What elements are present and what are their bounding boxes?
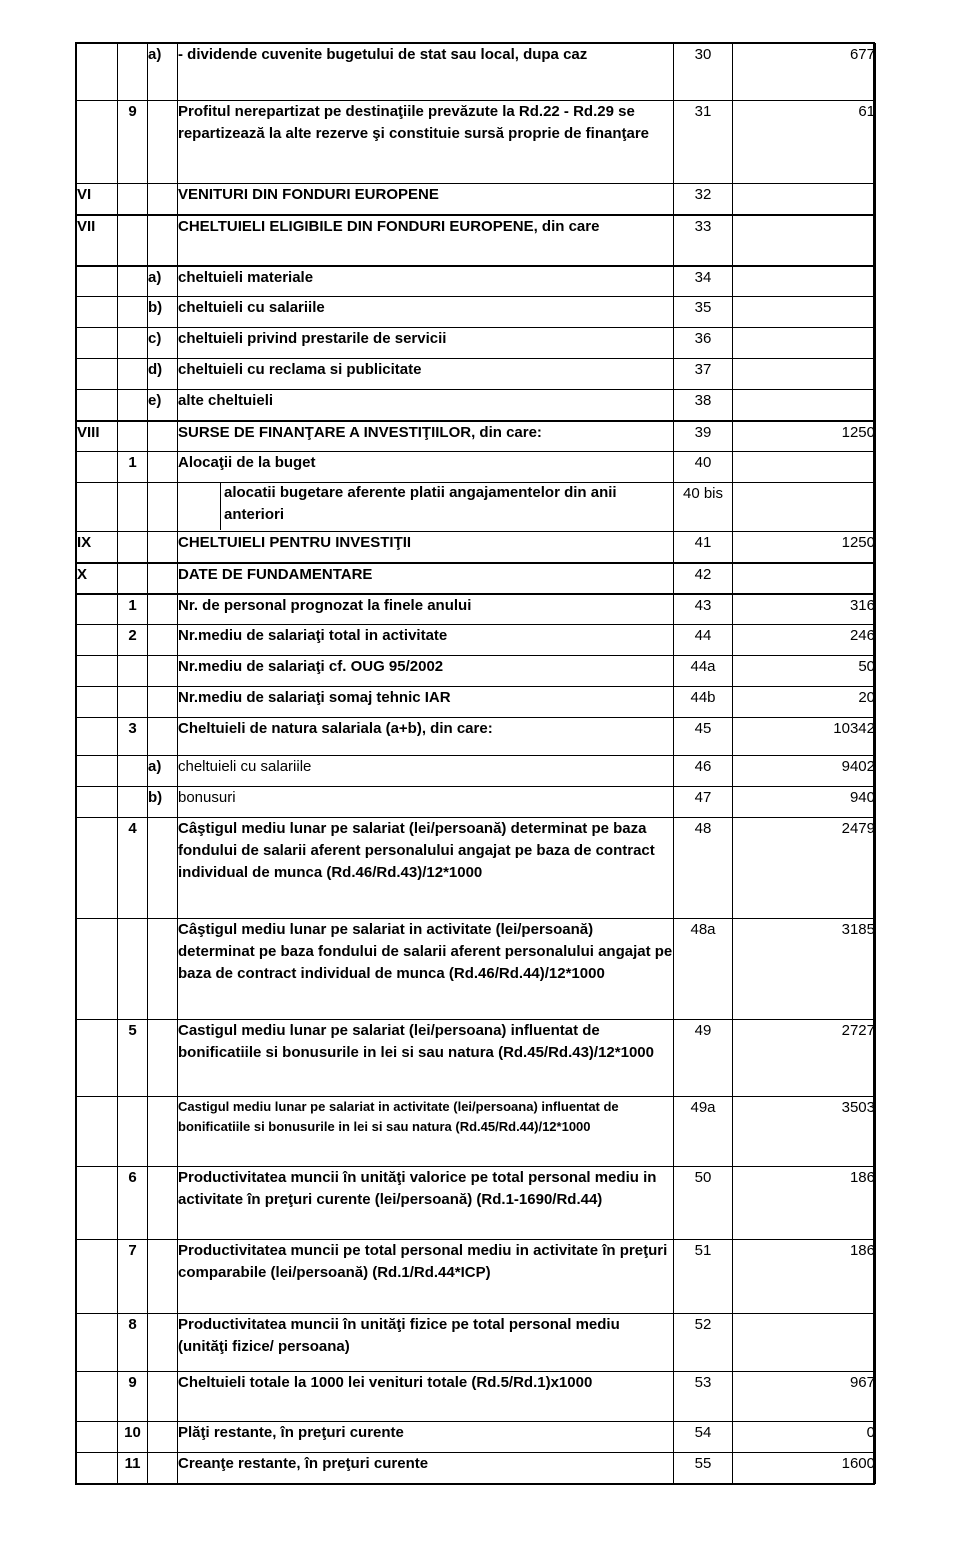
row-code: 48a [674,919,733,1020]
row-roman-numeral [77,1167,118,1240]
row-roman-numeral [77,718,118,756]
row-letter [148,563,178,594]
row-roman-numeral [77,1097,118,1167]
row-letter [148,184,178,215]
row-number [118,563,148,594]
table-row [77,297,876,328]
row-description: alte cheltuieli [178,390,674,421]
table-row [77,452,876,483]
row-letter [148,656,178,687]
row-number [118,656,148,687]
row-code: 30 [674,44,733,101]
row-roman-numeral [77,756,118,787]
row-number [118,266,148,297]
row-code: 36 [674,328,733,359]
row-code: 33 [674,215,733,266]
row-number [118,328,148,359]
row-letter [148,1422,178,1453]
row-value: 9402 [733,756,876,787]
row-code: 44 [674,625,733,656]
row-letter: d) [148,359,178,390]
row-description-indented: alocatii bugetare aferente platii angajamentelor din anii anteriori [220,482,673,530]
row-value [733,266,876,297]
row-letter [148,1372,178,1422]
table-row [77,718,876,756]
row-roman-numeral [77,594,118,625]
row-code: 53 [674,1372,733,1422]
budget-table [76,43,876,1484]
row-number: 1 [118,594,148,625]
row-value: 20 [733,687,876,718]
row-description: Cheltuieli de natura salariala (a+b), din care: [178,718,674,756]
row-code: 41 [674,532,733,563]
table-row [77,328,876,359]
row-letter [148,625,178,656]
row-description: VENITURI DIN FONDURI EUROPENE [178,184,674,215]
row-description: Nr. de personal prognozat la finele anului [178,594,674,625]
row-number: 7 [118,1240,148,1314]
row-roman-numeral [77,919,118,1020]
row-code: 48 [674,818,733,919]
row-roman-numeral [77,1422,118,1453]
row-number [118,421,148,452]
row-roman-numeral [77,1240,118,1314]
table-row [77,625,876,656]
table-row [77,656,876,687]
row-description: CHELTUIELI PENTRU INVESTIŢII [178,532,674,563]
row-value: 10342 [733,718,876,756]
row-letter: b) [148,297,178,328]
row-roman-numeral [77,656,118,687]
row-description: Productivitatea muncii pe total personal mediu in activitate în preţuri comparabile (lei/persoană) (Rd.1/Rd.44*ICP) [178,1240,674,1314]
row-value: 316 [733,594,876,625]
row-value: 50 [733,656,876,687]
row-roman-numeral [77,101,118,184]
row-code: 49 [674,1020,733,1097]
row-description: Cheltuieli totale la 1000 lei venituri totale (Rd.5/Rd.1)x1000 [178,1372,674,1422]
row-value: 3185 [733,919,876,1020]
row-number: 2 [118,625,148,656]
table-row [77,1453,876,1484]
table-row [77,756,876,787]
table-row [77,421,876,452]
row-description: Productivitatea muncii în unităţi valorice pe total personal mediu in activitate în preţuri curente (lei/persoană) (Rd.1-1690/Rd.44) [178,1167,674,1240]
row-value: 186 [733,1240,876,1314]
row-code: 43 [674,594,733,625]
row-code: 38 [674,390,733,421]
row-letter [148,919,178,1020]
row-description: Nr.mediu de salariaţi total in activitate [178,625,674,656]
table-row [77,594,876,625]
row-number [118,532,148,563]
row-description: - dividende cuvenite bugetului de stat sau local, dupa caz [178,44,674,101]
row-number: 9 [118,1372,148,1422]
budget-table-body [77,44,876,1484]
row-number [118,919,148,1020]
row-code: 52 [674,1314,733,1372]
row-letter: c) [148,328,178,359]
row-value: 186 [733,1167,876,1240]
row-number: 6 [118,1167,148,1240]
table-row [77,1097,876,1167]
row-value [733,184,876,215]
row-code: 42 [674,563,733,594]
row-roman-numeral [77,390,118,421]
row-value [733,390,876,421]
row-value: 1600 [733,1453,876,1484]
row-roman-numeral [77,483,118,532]
table-row [77,390,876,421]
row-letter [148,1097,178,1167]
row-letter [148,718,178,756]
row-code: 51 [674,1240,733,1314]
row-letter [148,421,178,452]
row-value [733,483,876,532]
row-code: 44a [674,656,733,687]
row-code: 45 [674,718,733,756]
row-letter [148,452,178,483]
row-value: 61 [733,101,876,184]
row-code: 54 [674,1422,733,1453]
row-value: 940 [733,787,876,818]
row-number: 1 [118,452,148,483]
table-row [77,1240,876,1314]
row-number: 5 [118,1020,148,1097]
row-number [118,44,148,101]
table-row [77,563,876,594]
row-description: Profitul nerepartizat pe destinaţiile prevăzute la Rd.22 - Rd.29 se repartizează la alte rezerve şi constituie sursă proprie de finanţare [178,101,674,184]
row-letter [148,818,178,919]
row-code: 49a [674,1097,733,1167]
row-value [733,563,876,594]
row-number [118,483,148,532]
row-code: 46 [674,756,733,787]
row-number: 11 [118,1453,148,1484]
row-value [733,215,876,266]
row-letter [148,1020,178,1097]
row-roman-numeral [77,1314,118,1372]
row-description: cheltuieli cu reclama si publicitate [178,359,674,390]
row-roman-numeral: VI [77,184,118,215]
table-row [77,919,876,1020]
row-description: cheltuieli materiale [178,266,674,297]
table-row [77,1422,876,1453]
row-number [118,756,148,787]
row-value [733,297,876,328]
row-description: CHELTUIELI ELIGIBILE DIN FONDURI EUROPENE, din care [178,215,674,266]
row-letter: b) [148,787,178,818]
row-description: Câştigul mediu lunar pe salariat in activitate (lei/persoană) determinat pe baza fondului de salarii aferent personalului angajat pe baza de contract individual de munca (Rd.46/Rd.44)/12*1000 [178,919,674,1020]
row-letter [148,215,178,266]
row-code: 32 [674,184,733,215]
table-row [77,215,876,266]
table-row [77,483,876,532]
row-value: 246 [733,625,876,656]
row-description: cheltuieli privind prestarile de servicii [178,328,674,359]
row-roman-numeral [77,297,118,328]
row-description: DATE DE FUNDAMENTARE [178,563,674,594]
table-row [77,532,876,563]
row-code: 39 [674,421,733,452]
row-description: cheltuieli cu salariile [178,756,674,787]
row-letter [148,532,178,563]
row-number [118,687,148,718]
row-number: 9 [118,101,148,184]
row-description: bonusuri [178,787,674,818]
row-letter [148,1314,178,1372]
row-number: 3 [118,718,148,756]
row-roman-numeral [77,625,118,656]
row-letter [148,1453,178,1484]
row-roman-numeral [77,1020,118,1097]
row-value: 1250 [733,532,876,563]
table-row [77,44,876,101]
table-row [77,101,876,184]
row-roman-numeral [77,328,118,359]
row-roman-numeral: IX [77,532,118,563]
row-number [118,390,148,421]
row-code: 31 [674,101,733,184]
row-value: 677 [733,44,876,101]
row-number [118,359,148,390]
row-letter [148,483,178,532]
row-code: 37 [674,359,733,390]
row-description: Alocaţii de la buget [178,452,674,483]
table-row [77,1372,876,1422]
table-row [77,787,876,818]
table-row [77,1314,876,1372]
row-value: 967 [733,1372,876,1422]
row-code: 44b [674,687,733,718]
row-description: Creanţe restante, în preţuri curente [178,1453,674,1484]
table-row [77,1020,876,1097]
row-roman-numeral [77,1453,118,1484]
row-description: Castigul mediu lunar pe salariat (lei/persoana) influentat de bonificatiile si bonusurile in lei si sau natura (Rd.45/Rd.43)/12*1000 [178,1020,674,1097]
row-roman-numeral: X [77,563,118,594]
row-value: 3503 [733,1097,876,1167]
row-number: 4 [118,818,148,919]
row-letter: a) [148,756,178,787]
row-number: 8 [118,1314,148,1372]
table-row [77,184,876,215]
row-value [733,328,876,359]
row-description: SURSE DE FINANŢARE A INVESTIŢIILOR, din care: [178,421,674,452]
row-letter [148,101,178,184]
row-roman-numeral: VII [77,215,118,266]
row-description: cheltuieli cu salariile [178,297,674,328]
row-number [118,787,148,818]
row-roman-numeral [77,687,118,718]
row-roman-numeral [77,266,118,297]
table-row [77,1167,876,1240]
row-letter: a) [148,266,178,297]
table-row [77,818,876,919]
row-letter [148,1240,178,1314]
row-value: 2727 [733,1020,876,1097]
row-description: Productivitatea muncii în unităţi fizice pe total personal mediu (unităţi fizice/ persoana) [178,1314,674,1372]
row-letter [148,687,178,718]
row-code: 40 bis [674,483,733,532]
row-value: 0 [733,1422,876,1453]
row-roman-numeral [77,787,118,818]
row-roman-numeral: VIII [77,421,118,452]
row-code: 35 [674,297,733,328]
row-letter: a) [148,44,178,101]
row-description: Nr.mediu de salariaţi cf. OUG 95/2002 [178,656,674,687]
row-roman-numeral [77,452,118,483]
row-number [118,184,148,215]
row-description [178,483,674,532]
table-row [77,687,876,718]
row-number [118,215,148,266]
row-letter: e) [148,390,178,421]
row-value: 2479 [733,818,876,919]
row-description: Nr.mediu de salariaţi somaj tehnic IAR [178,687,674,718]
row-description: Plăţi restante, în preţuri curente [178,1422,674,1453]
row-value [733,359,876,390]
row-roman-numeral [77,818,118,919]
row-value [733,452,876,483]
table-row [77,359,876,390]
row-number: 10 [118,1422,148,1453]
row-letter [148,594,178,625]
table-row [77,266,876,297]
row-description: Castigul mediu lunar pe salariat in activitate (lei/persoana) influentat de bonificatiile si bonusurile in lei si sau natura (Rd.45/Rd.44)/12*1000 [178,1097,674,1167]
row-description: Câştigul mediu lunar pe salariat (lei/persoană) determinat pe baza fondului de salarii aferent personalului angajat pe baza de contract individual de munca (Rd.46/Rd.43)/12*1000 [178,818,674,919]
row-roman-numeral [77,1372,118,1422]
row-number [118,1097,148,1167]
row-code: 47 [674,787,733,818]
row-code: 40 [674,452,733,483]
row-code: 34 [674,266,733,297]
row-number [118,297,148,328]
row-roman-numeral [77,44,118,101]
row-code: 55 [674,1453,733,1484]
row-letter [148,1167,178,1240]
row-code: 50 [674,1167,733,1240]
row-value [733,1314,876,1372]
row-roman-numeral [77,359,118,390]
row-value: 1250 [733,421,876,452]
